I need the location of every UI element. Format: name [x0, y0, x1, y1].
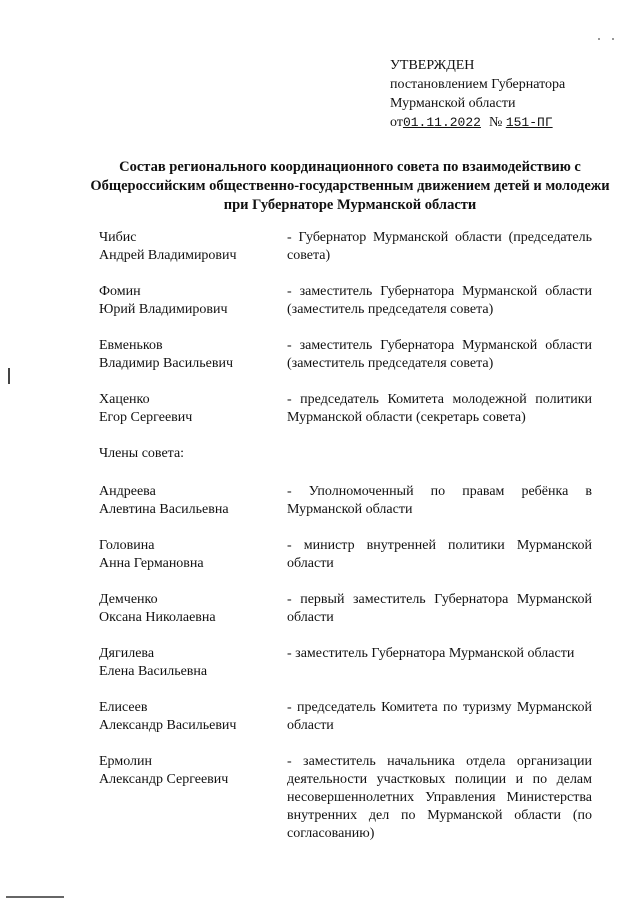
- member-row: [99, 283, 599, 319]
- member-name: [99, 283, 287, 319]
- member-row: [99, 537, 599, 573]
- member-position: - председатель Комитета по туризму Мурманской области: [287, 700, 592, 733]
- member-surname: Елисеев: [99, 700, 148, 715]
- member-name: [99, 483, 287, 519]
- scan-artifact-dot: [598, 38, 600, 40]
- approval-heading: УТВЕРЖДЕН: [390, 58, 475, 73]
- members-heading: Члены совета:: [99, 446, 185, 461]
- member-surname: Евменьков: [99, 338, 163, 353]
- member-row: [99, 753, 599, 843]
- member-position: - заместитель Губернатора Мурманской области (заместитель председателя совета): [287, 284, 592, 317]
- member-name: [99, 699, 287, 735]
- council-composition: [99, 229, 599, 861]
- member-row: [99, 483, 599, 519]
- member-row: [99, 699, 599, 735]
- member-given-names: Анна Германовна: [99, 556, 204, 571]
- member-surname: Головина: [99, 538, 155, 553]
- member-row: [99, 591, 599, 627]
- member-given-names: Алевтина Васильевна: [99, 502, 229, 517]
- member-position: - министр внутренней политики Мурманской области: [287, 538, 592, 571]
- scan-artifact-line: [6, 896, 64, 898]
- member-given-names: Владимир Васильевич: [99, 356, 233, 371]
- member-name: [99, 645, 287, 681]
- member-position: - первый заместитель Губернатора Мурманской области: [287, 592, 592, 625]
- scan-artifact-dot: [612, 38, 614, 40]
- member-name: [99, 537, 287, 573]
- approval-line-region: Мурманской области: [390, 96, 516, 111]
- member-position: - заместитель Губернатора Мурманской области (заместитель председателя совета): [287, 338, 592, 371]
- member-position: - Губернатор Мурманской области (председатель совета): [287, 230, 592, 263]
- scan-artifact-mark: [8, 368, 10, 384]
- member-given-names: Оксана Николаевна: [99, 610, 216, 625]
- member-given-names: Елена Васильевна: [99, 664, 208, 679]
- member-given-names: Александр Васильевич: [99, 718, 237, 733]
- member-name: [99, 229, 287, 265]
- member-position: - Уполномоченный по правам ребёнка в Мурманской области: [287, 484, 592, 517]
- member-given-names: Александр Сергеевич: [99, 772, 229, 787]
- member-surname: Ермолин: [99, 754, 152, 769]
- approval-date-line: [390, 113, 565, 132]
- member-surname: Фомин: [99, 284, 141, 299]
- member-position: - заместитель начальника отдела организации деятельности участковых полиции и по делам несовершеннолетних Управления Министерства внутренних дел по Мурманской области (по согласованию): [287, 754, 592, 841]
- member-name: [99, 391, 287, 427]
- approval-number: 151-ПГ: [505, 115, 553, 130]
- document-title: Состав регионального координационного совета по взаимодействию с Общероссийским общественно-государственным движением детей и молодежи при Губернаторе Мурманской области: [90, 159, 610, 213]
- member-row: [99, 229, 599, 265]
- member-surname: Дягилева: [99, 646, 155, 661]
- approval-date: 01.11.2022: [402, 115, 481, 130]
- member-name: [99, 591, 287, 627]
- number-sign: №: [488, 115, 503, 130]
- member-position: - заместитель Губернатора Мурманской области: [287, 646, 575, 661]
- member-name: [99, 337, 287, 373]
- member-given-names: Егор Сергеевич: [99, 410, 193, 425]
- member-surname: Демченко: [99, 592, 158, 607]
- member-name: [99, 753, 287, 843]
- member-row: [99, 645, 599, 681]
- member-given-names: Юрий Владимирович: [99, 302, 228, 317]
- member-surname: Андреева: [99, 484, 156, 499]
- member-row: [99, 391, 599, 427]
- member-given-names: Андрей Владимирович: [99, 248, 237, 263]
- member-surname: Хаценко: [99, 392, 150, 407]
- approval-line-resolution: постановлением Губернатора: [390, 77, 566, 92]
- member-row: [99, 337, 599, 373]
- member-surname: Чибис: [99, 230, 137, 245]
- member-position: - председатель Комитета молодежной политики Мурманской области (секретарь совета): [287, 392, 592, 425]
- approval-block: [390, 56, 565, 132]
- date-prefix: от: [390, 115, 403, 130]
